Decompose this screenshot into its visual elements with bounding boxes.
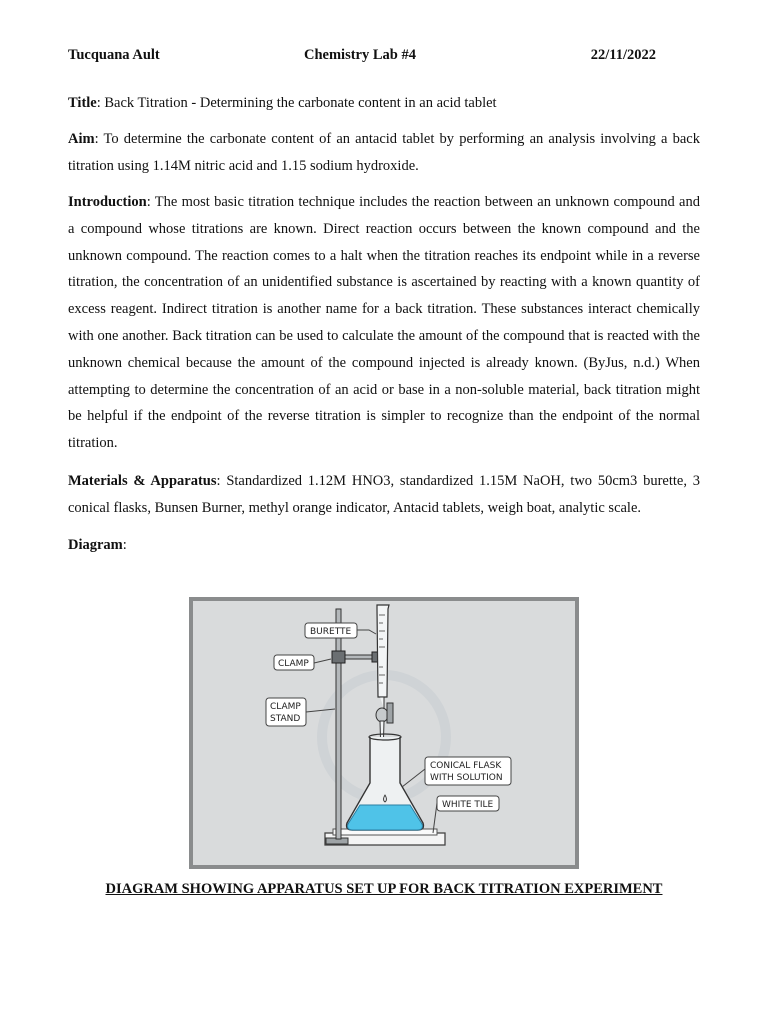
- title-paragraph: [68, 90, 700, 117]
- label-clamp-stand-line2: STAND: [270, 714, 301, 724]
- title-text: : Back Titration - Determining the carbonate content in an acid tablet: [96, 95, 497, 111]
- diagram-caption: DIAGRAM SHOWING APPARATUS SET UP FOR BACK TITRATION EXPERIMENT: [105, 881, 663, 897]
- aim-text: : To determine the carbonate content of an antacid tablet by performing an analysis involving a back titration using 1.14M nitric acid and 1.15 sodium hydroxide.: [68, 131, 700, 174]
- author-name: Tucquana Ault: [68, 47, 160, 63]
- stand-rod: [336, 609, 341, 839]
- aim-label: Aim: [68, 131, 95, 147]
- introduction-label: Introduction: [68, 194, 147, 210]
- flask-solution: [348, 805, 423, 830]
- titration-diagram-svg: [189, 597, 579, 869]
- titration-diagram: [189, 597, 579, 869]
- label-white-tile-text: WHITE TILE: [442, 800, 494, 810]
- document-date: 22/11/2022: [590, 47, 656, 63]
- document-header: [68, 47, 700, 67]
- label-clamp-text: CLAMP: [278, 659, 309, 669]
- introduction-paragraph: [68, 189, 700, 457]
- diagram-heading: [68, 532, 700, 559]
- introduction-text: : The most basic titration technique includes the reaction between an unknown compound and a compound whose titrations are known. Direct reaction occurs between the known compound and the unknown compound. The reaction comes to a halt when the titration reaches its endpoint while in a reverse titration, the concentration of an unidentified substance is ascertained by reacting with a known quantity of excess reagent. Indirect titration is another name for a back titration. These substances interact chemically with one another. Back titration can be used to calculate the amount of the compound that is reacted with the unknown chemical because the amount of the compound injected is already known. (ByJus, n.d.) When attempting to determine the concentration of an acid or base in a non-soluble material, back titration might be helpful if the endpoint of the reverse titration is simpler to recognize than the endpoint of the normal titration.: [68, 194, 700, 452]
- stopcock: [376, 708, 388, 722]
- stopcock-handle: [387, 703, 393, 723]
- diagram-label: Diagram: [68, 537, 123, 553]
- label-flask-line1: CONICAL FLASK: [430, 761, 502, 771]
- label-clamp-stand-line1: CLAMP: [270, 702, 301, 712]
- clamp-boss: [332, 651, 345, 663]
- aim-paragraph: [68, 126, 700, 180]
- materials-label: Materials & Apparatus: [68, 473, 217, 489]
- materials-text: : Standardized 1.12M HNO3, standardized 1.15M NaOH, two 50cm3 burette, 3 conical flasks, Bunsen Burner, methyl orange indicator, Antacid tablets, weigh boat, analytic scale.: [68, 473, 701, 516]
- diagram-colon: :: [122, 537, 127, 553]
- label-flask-line2: WITH SOLUTION: [430, 773, 503, 783]
- title-label: Title: [68, 95, 97, 111]
- label-burette-text: BURETTE: [310, 627, 352, 637]
- materials-paragraph: [68, 468, 700, 522]
- lab-title: Chemistry Lab #4: [304, 47, 416, 63]
